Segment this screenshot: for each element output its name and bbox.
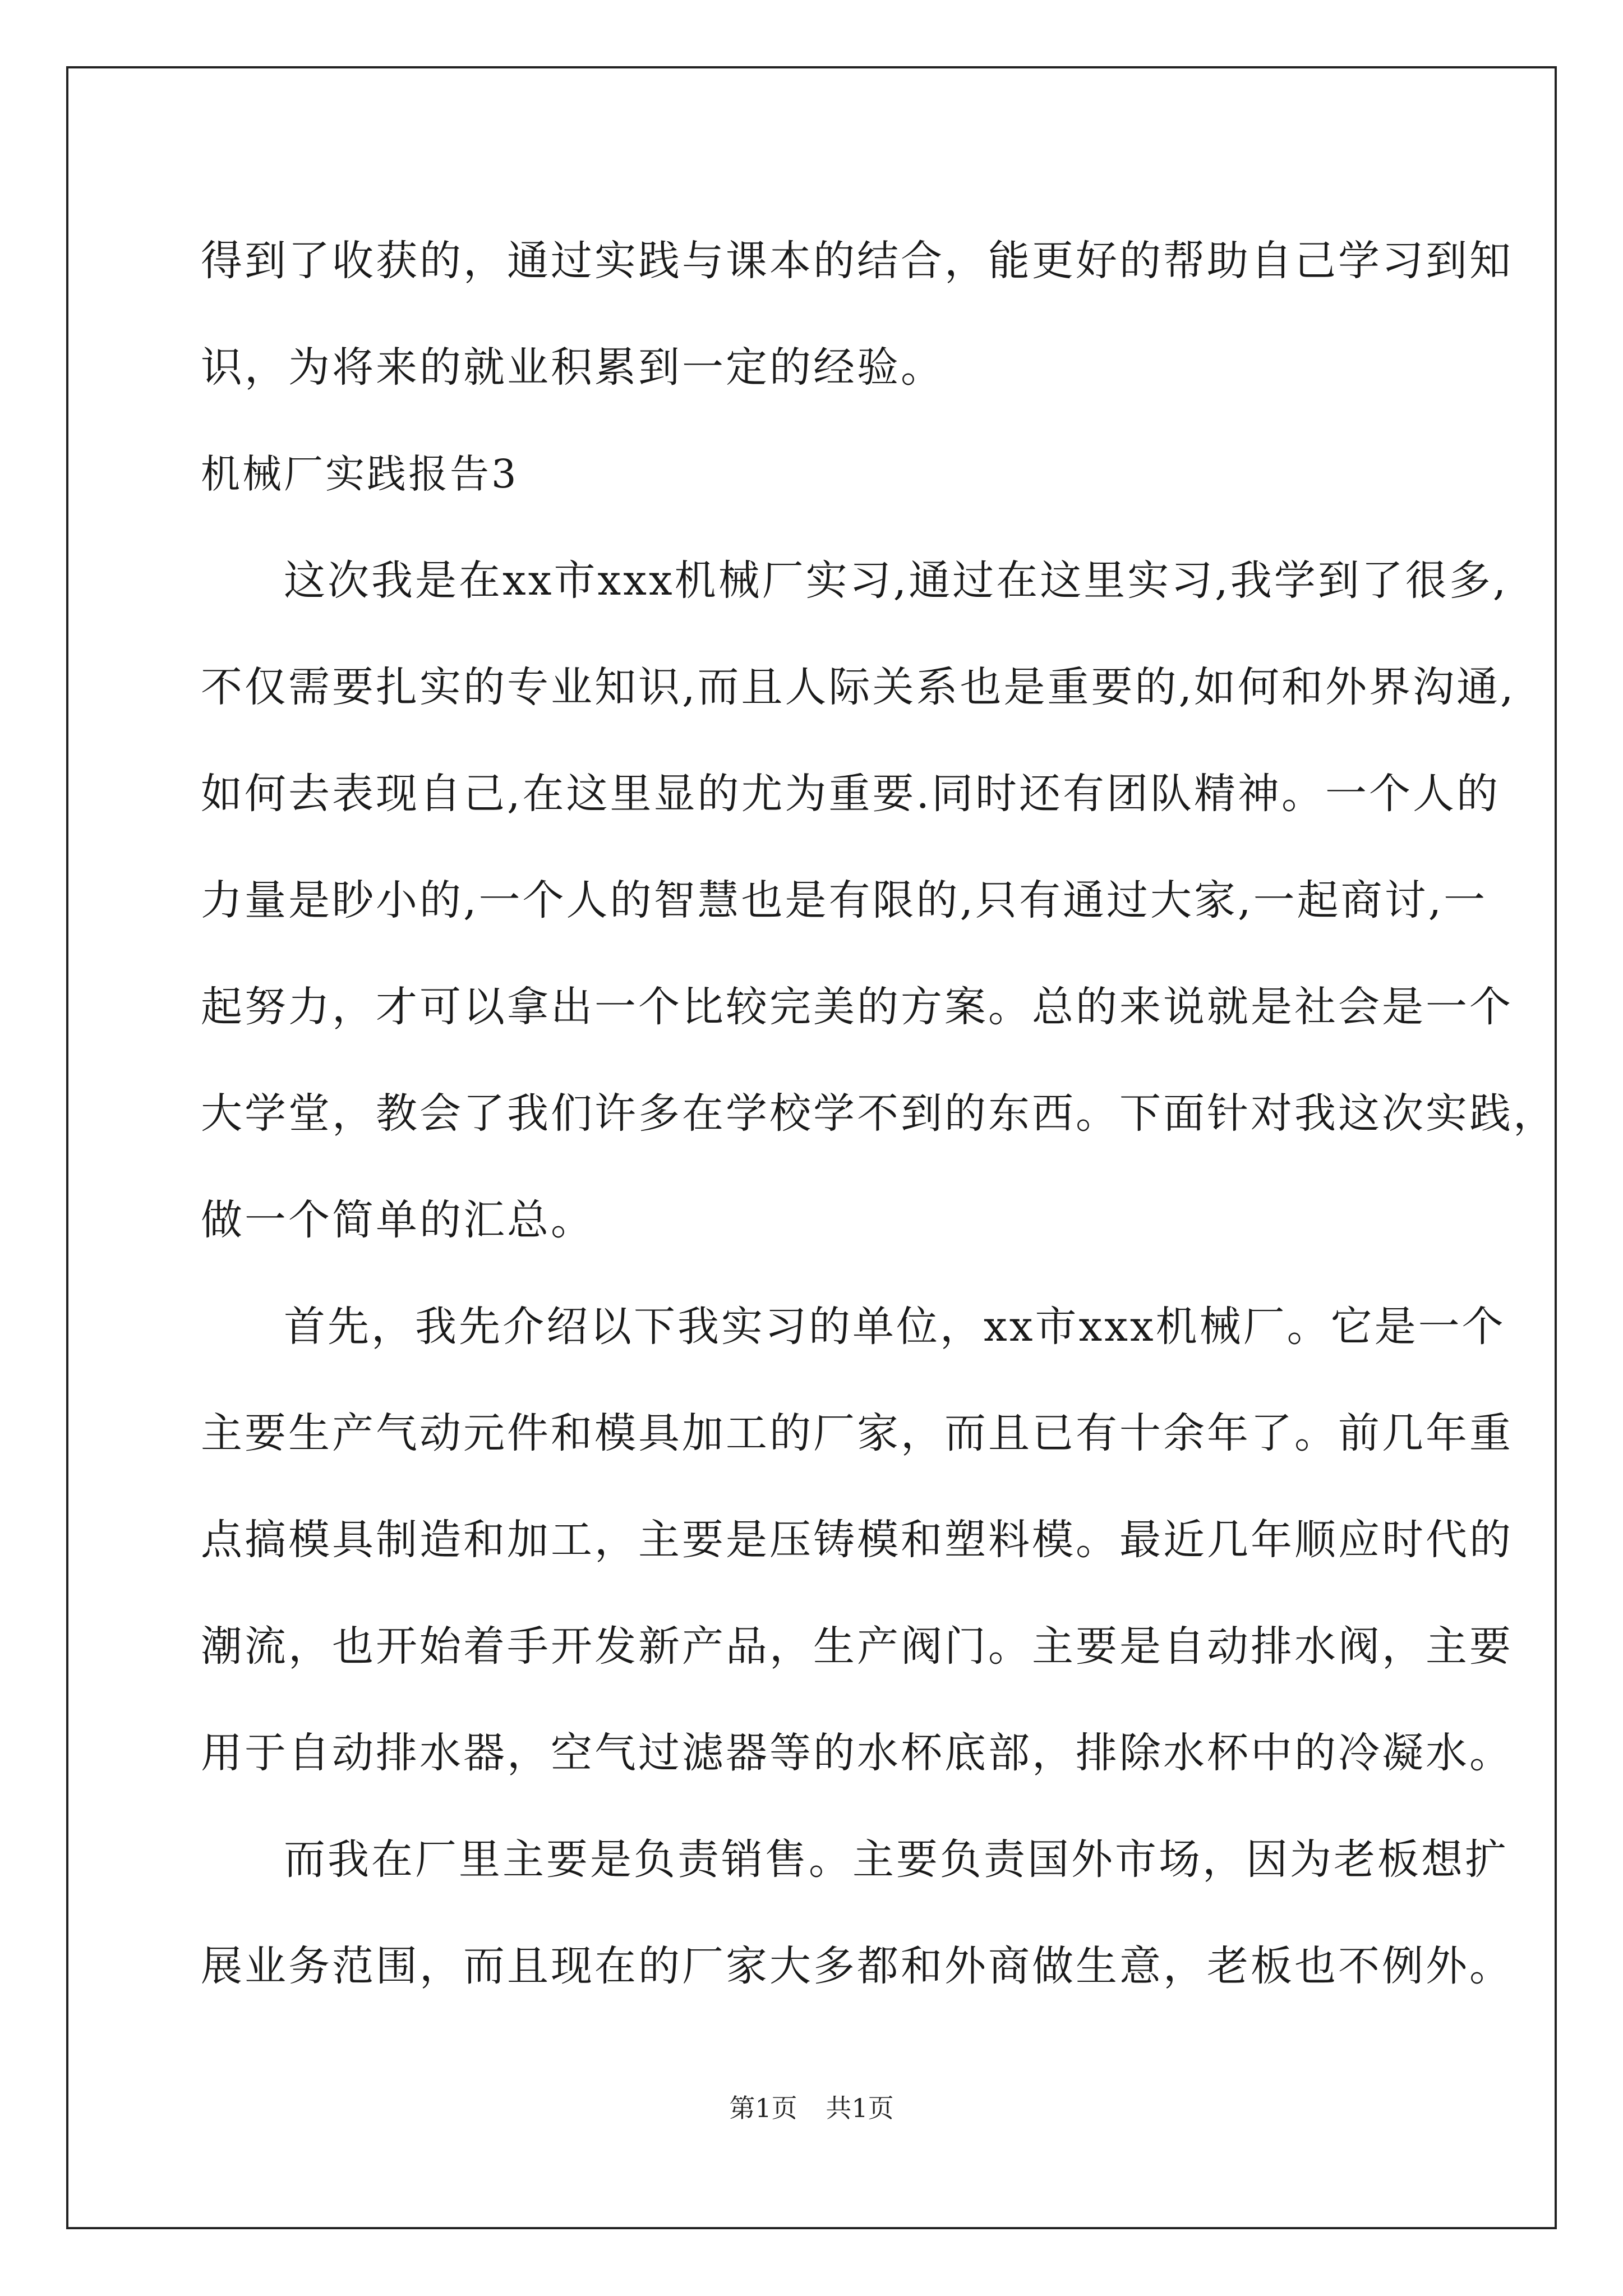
paragraph-line: 首先，我先介绍以下我实习的单位，xx市xxx机械厂。它是一个 [284, 1303, 1506, 1351]
paragraph-line: 点搞模具制造和加工，主要是压铸模和塑料模。最近几年顺应时代的 [201, 1516, 1513, 1564]
paragraph-line: 不仅需要扎实的专业知识,而且人际关系也是重要的,如何和外界沟通, [201, 663, 1516, 711]
section-title: 机械厂实践报告3 [201, 451, 519, 497]
paragraph-line: 得到了收获的，通过实践与课本的结合，能更好的帮助自己学习到知 [201, 237, 1513, 285]
paragraph-line: 力量是眇小的,一个人的智慧也是有限的,只有通过大家,一起商讨,一 [201, 876, 1488, 924]
paragraph-line: 如何去表现自己,在这里显的尤为重要.同时还有团队精神。一个人的 [201, 770, 1501, 818]
paragraph-line: 这次我是在xx市xxx机械厂实习,通过在这里实习,我学到了很多, [284, 556, 1509, 605]
current-page-number: 第1页 [729, 2093, 797, 2123]
page-footer [0, 2091, 1623, 2125]
paragraph-line: 主要生产气动元件和模具加工的厂家，而且已有十余年了。前几年重 [201, 1409, 1513, 1457]
paragraph-line: 而我在厂里主要是负责销售。主要负责国外市场，因为老板想扩 [284, 1835, 1509, 1884]
paragraph-line: 潮流，也开始着手开发新产品，生产阀门。主要是自动排水阀，主要 [201, 1622, 1513, 1671]
paragraph-line: 大学堂，教会了我们许多在学校学不到的东西。下面针对我这次实践， [201, 1089, 1557, 1138]
document-body [201, 208, 1557, 2019]
paragraph-line: 用于自动排水器，空气过滤器等的水杯底部，排除水杯中的冷凝水。 [201, 1729, 1513, 1777]
paragraph-line: 识，为将来的就业积累到一定的经验。 [201, 343, 944, 392]
total-page-count: 共1页 [826, 2093, 894, 2123]
paragraph-line: 起努力，才可以拿出一个比较完美的方案。总的来说就是社会是一个 [201, 983, 1513, 1031]
paragraph-line: 做一个简单的汇总。 [201, 1196, 594, 1244]
paragraph-line: 展业务范围，而且现在的厂家大多都和外商做生意，老板也不例外。 [201, 1942, 1513, 1990]
